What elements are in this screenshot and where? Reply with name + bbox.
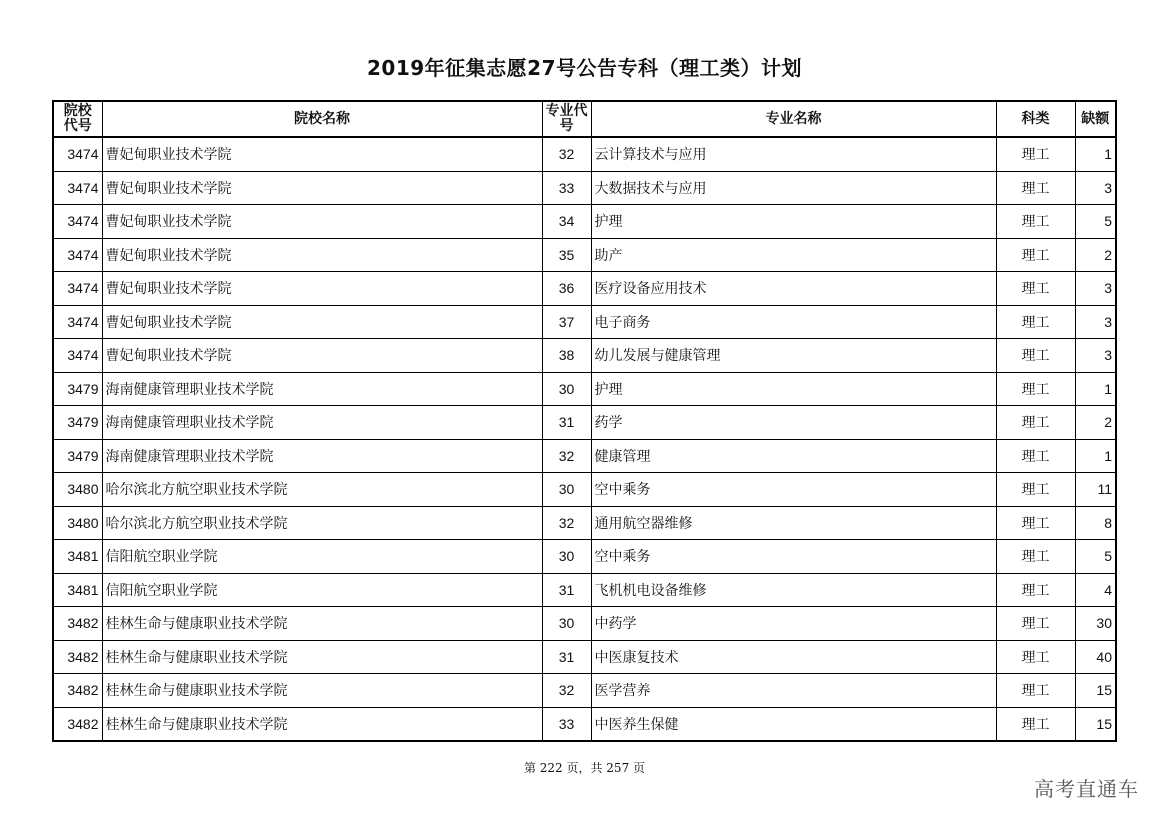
cell-school-code: 3474 [53, 205, 102, 239]
cell-category: 理工 [996, 607, 1075, 641]
cell-vacancy: 15 [1075, 707, 1116, 741]
table-row [53, 707, 1116, 741]
admission-plan-table [52, 100, 1117, 742]
table-row [53, 406, 1116, 440]
cell-major-code: 32 [542, 439, 591, 473]
cell-major-name: 空中乘务 [591, 473, 996, 507]
cell-major-name: 医疗设备应用技术 [591, 272, 996, 306]
cell-vacancy: 11 [1075, 473, 1116, 507]
cell-school-code: 3474 [53, 238, 102, 272]
cell-major-code: 31 [542, 573, 591, 607]
cell-school-name: 曹妃甸职业技术学院 [102, 137, 542, 171]
cell-school-name: 海南健康管理职业技术学院 [102, 439, 542, 473]
cell-major-code: 33 [542, 171, 591, 205]
cell-major-code: 34 [542, 205, 591, 239]
table-body [53, 137, 1116, 741]
cell-major-code: 32 [542, 137, 591, 171]
cell-major-code: 35 [542, 238, 591, 272]
cell-category: 理工 [996, 707, 1075, 741]
cell-major-code: 32 [542, 674, 591, 708]
cell-major-name: 药学 [591, 406, 996, 440]
cell-major-name: 幼儿发展与健康管理 [591, 339, 996, 373]
cell-vacancy: 1 [1075, 372, 1116, 406]
cell-major-name: 中医康复技术 [591, 640, 996, 674]
table-row [53, 305, 1116, 339]
cell-school-name: 桂林生命与健康职业技术学院 [102, 607, 542, 641]
cell-major-name: 中药学 [591, 607, 996, 641]
cell-category: 理工 [996, 506, 1075, 540]
table-row [53, 272, 1116, 306]
table-row [53, 573, 1116, 607]
cell-major-name: 通用航空器维修 [591, 506, 996, 540]
cell-category: 理工 [996, 238, 1075, 272]
cell-school-code: 3482 [53, 674, 102, 708]
cell-school-code: 3481 [53, 540, 102, 574]
cell-major-code: 36 [542, 272, 591, 306]
cell-school-name: 曹妃甸职业技术学院 [102, 272, 542, 306]
cell-school-name: 曹妃甸职业技术学院 [102, 171, 542, 205]
cell-vacancy: 5 [1075, 540, 1116, 574]
cell-major-name: 护理 [591, 205, 996, 239]
table-row [53, 339, 1116, 373]
cell-school-code: 3474 [53, 137, 102, 171]
cell-major-name: 医学营养 [591, 674, 996, 708]
table-row [53, 137, 1116, 171]
cell-vacancy: 3 [1075, 339, 1116, 373]
cell-school-name: 哈尔滨北方航空职业技术学院 [102, 506, 542, 540]
table-row [53, 439, 1116, 473]
cell-vacancy: 40 [1075, 640, 1116, 674]
cell-major-name: 中医养生保健 [591, 707, 996, 741]
cell-school-code: 3481 [53, 573, 102, 607]
cell-category: 理工 [996, 272, 1075, 306]
cell-school-name: 曹妃甸职业技术学院 [102, 339, 542, 373]
page-footer: 第 222 页，共 257 页 [523, 761, 646, 775]
header-vacancy: 缺额 [1075, 101, 1116, 137]
table-row [53, 171, 1116, 205]
cell-major-code: 30 [542, 540, 591, 574]
cell-major-code: 38 [542, 339, 591, 373]
cell-vacancy: 4 [1075, 573, 1116, 607]
cell-category: 理工 [996, 540, 1075, 574]
cell-school-name: 桂林生命与健康职业技术学院 [102, 674, 542, 708]
table-row [53, 607, 1116, 641]
cell-vacancy: 30 [1075, 607, 1116, 641]
cell-school-code: 3482 [53, 640, 102, 674]
cell-major-code: 31 [542, 406, 591, 440]
cell-school-name: 曹妃甸职业技术学院 [102, 305, 542, 339]
cell-major-code: 30 [542, 473, 591, 507]
watermark-logo-text: 高考直通车 [1034, 777, 1139, 801]
cell-school-code: 3474 [53, 171, 102, 205]
cell-school-name: 海南健康管理职业技术学院 [102, 406, 542, 440]
cell-major-code: 30 [542, 372, 591, 406]
cell-category: 理工 [996, 640, 1075, 674]
cell-school-name: 海南健康管理职业技术学院 [102, 372, 542, 406]
cell-major-name: 大数据技术与应用 [591, 171, 996, 205]
table-row [53, 540, 1116, 574]
cell-category: 理工 [996, 573, 1075, 607]
cell-vacancy: 3 [1075, 305, 1116, 339]
cell-category: 理工 [996, 372, 1075, 406]
cell-major-name: 护理 [591, 372, 996, 406]
cell-major-code: 31 [542, 640, 591, 674]
cell-school-name: 桂林生命与健康职业技术学院 [102, 707, 542, 741]
cell-school-code: 3482 [53, 607, 102, 641]
cell-vacancy: 1 [1075, 137, 1116, 171]
cell-major-code: 33 [542, 707, 591, 741]
cell-school-name: 桂林生命与健康职业技术学院 [102, 640, 542, 674]
header-major-name: 专业名称 [591, 101, 996, 137]
cell-category: 理工 [996, 674, 1075, 708]
cell-category: 理工 [996, 137, 1075, 171]
cell-school-code: 3474 [53, 305, 102, 339]
cell-category: 理工 [996, 171, 1075, 205]
cell-vacancy: 15 [1075, 674, 1116, 708]
table-row [53, 674, 1116, 708]
table-header-row [53, 101, 1116, 137]
cell-major-name: 助产 [591, 238, 996, 272]
header-school-code: 院校代号 [53, 101, 102, 137]
table-row [53, 640, 1116, 674]
cell-category: 理工 [996, 473, 1075, 507]
cell-school-code: 3480 [53, 473, 102, 507]
header-major-code: 专业代号 [542, 101, 591, 137]
cell-school-code: 3479 [53, 372, 102, 406]
cell-category: 理工 [996, 339, 1075, 373]
cell-vacancy: 3 [1075, 272, 1116, 306]
header-school-name: 院校名称 [102, 101, 542, 137]
cell-major-code: 30 [542, 607, 591, 641]
table-row [53, 473, 1116, 507]
cell-category: 理工 [996, 205, 1075, 239]
cell-school-code: 3474 [53, 272, 102, 306]
cell-vacancy: 3 [1075, 171, 1116, 205]
cell-school-name: 曹妃甸职业技术学院 [102, 238, 542, 272]
cell-major-code: 32 [542, 506, 591, 540]
cell-vacancy: 5 [1075, 205, 1116, 239]
cell-school-code: 3474 [53, 339, 102, 373]
table-row [53, 506, 1116, 540]
cell-school-name: 信阳航空职业学院 [102, 540, 542, 574]
cell-major-name: 空中乘务 [591, 540, 996, 574]
cell-school-name: 哈尔滨北方航空职业技术学院 [102, 473, 542, 507]
cell-school-code: 3479 [53, 439, 102, 473]
cell-category: 理工 [996, 305, 1075, 339]
cell-major-name: 云计算技术与应用 [591, 137, 996, 171]
table-row [53, 238, 1116, 272]
cell-vacancy: 2 [1075, 406, 1116, 440]
cell-major-name: 电子商务 [591, 305, 996, 339]
cell-school-code: 3480 [53, 506, 102, 540]
cell-vacancy: 2 [1075, 238, 1116, 272]
cell-school-code: 3482 [53, 707, 102, 741]
table-row [53, 205, 1116, 239]
cell-category: 理工 [996, 406, 1075, 440]
cell-major-name: 健康管理 [591, 439, 996, 473]
cell-school-code: 3479 [53, 406, 102, 440]
cell-category: 理工 [996, 439, 1075, 473]
cell-school-name: 曹妃甸职业技术学院 [102, 205, 542, 239]
cell-vacancy: 8 [1075, 506, 1116, 540]
cell-vacancy: 1 [1075, 439, 1116, 473]
cell-major-name: 飞机机电设备维修 [591, 573, 996, 607]
header-category: 科类 [996, 101, 1075, 137]
cell-school-name: 信阳航空职业学院 [102, 573, 542, 607]
cell-major-code: 37 [542, 305, 591, 339]
document-title: 2019年征集志愿27号公告专科（理工类）计划 [367, 56, 802, 80]
table-row [53, 372, 1116, 406]
